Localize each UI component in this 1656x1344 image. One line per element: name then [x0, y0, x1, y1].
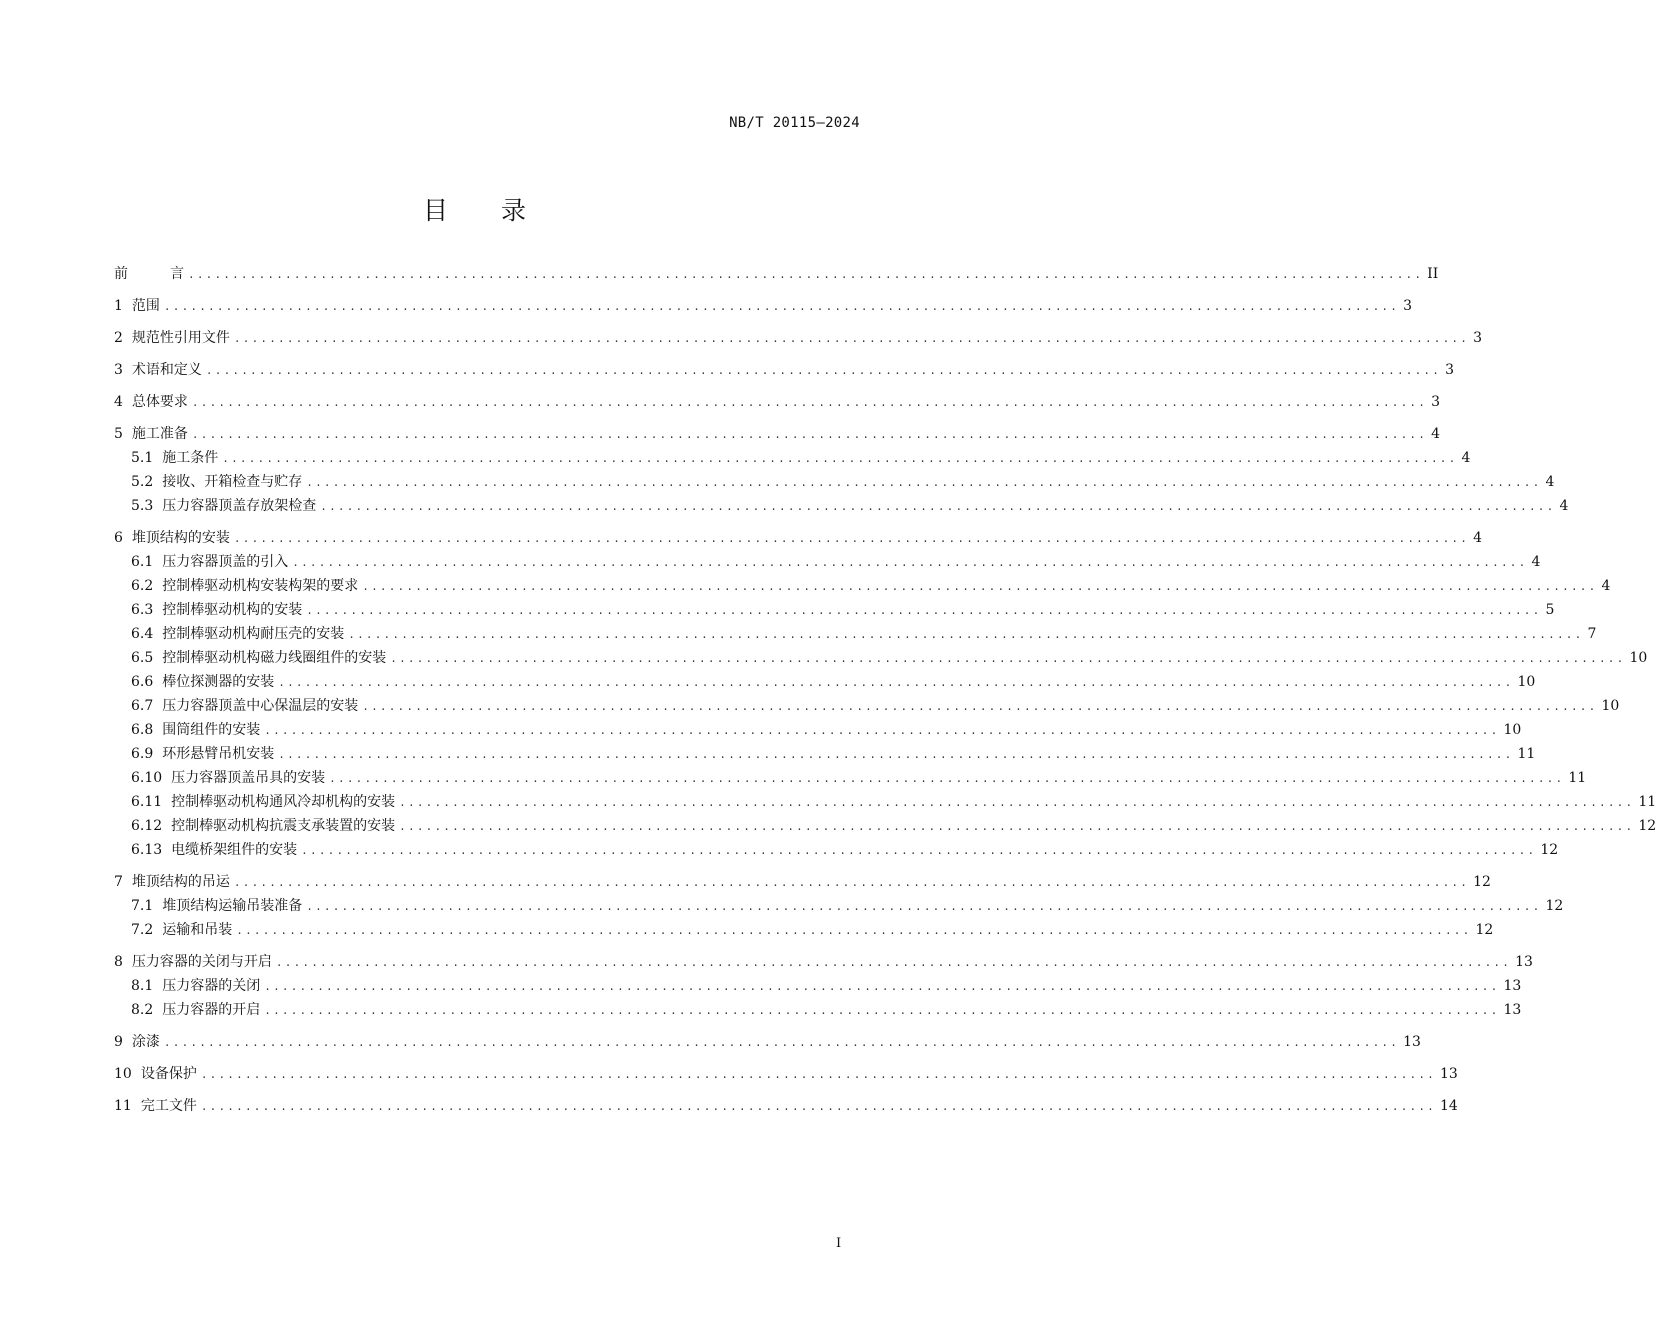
- toc-entry-title: [131, 742, 274, 766]
- toc-spacer: [114, 518, 860, 526]
- dot-leader: ............................................................................................................................................: [362, 700, 1598, 713]
- toc-section-entry[interactable]: [114, 1094, 1458, 1118]
- toc-entry-title: [114, 1030, 160, 1054]
- toc-page-number: 4: [1559, 498, 1569, 514]
- toc-entry-label: 控制棒驱动机构耐压壳的安装: [162, 626, 345, 642]
- toc-section-entry[interactable]: [114, 950, 1533, 974]
- toc-entry-label: 控制棒驱动机构安装构架的要求: [162, 578, 359, 594]
- dot-leader: ............................................................................................................................................: [191, 396, 1428, 409]
- toc-entry-number: 6.6: [131, 674, 154, 690]
- toc-entry-label: 施工条件: [162, 450, 219, 466]
- toc-spacer: [114, 1022, 860, 1030]
- toc-entry-number: 6.9: [131, 746, 154, 762]
- toc-page-number: 3: [1445, 362, 1455, 378]
- toc-section-entry[interactable]: [114, 526, 1483, 550]
- toc-page-number: 12: [1475, 922, 1494, 938]
- dot-leader: ............................................................................................................................................: [399, 796, 1635, 809]
- toc-entry-label: 棒位探测器的安装: [162, 674, 275, 690]
- toc-subsection-entry[interactable]: [114, 670, 1536, 694]
- toc-entry-title: [131, 470, 302, 494]
- toc-entry-title: [114, 358, 202, 382]
- toc-entry-title: [131, 894, 302, 918]
- toc-subsection-entry[interactable]: [114, 814, 1656, 838]
- toc-entry-title: [131, 598, 302, 622]
- toc-subsection-entry[interactable]: [114, 894, 1564, 918]
- toc-page-number: 12: [1540, 842, 1559, 858]
- toc-page-number: 4: [1531, 554, 1541, 570]
- toc-entry-label: 术语和定义: [131, 362, 202, 378]
- page-folio: I: [836, 1236, 842, 1251]
- toc-entry-number: 6.3: [131, 602, 154, 618]
- toc-entry-label: 接收、开箱检查与贮存: [162, 474, 303, 490]
- toc-page-number: 12: [1638, 818, 1656, 834]
- toc-spacer: [114, 414, 860, 422]
- toc-page-number: 4: [1545, 474, 1555, 490]
- dot-leader: ............................................................................................................................................: [200, 1100, 1436, 1113]
- toc-page-number: 10: [1601, 698, 1620, 714]
- dot-leader: ............................................................................................................................................: [292, 556, 1528, 569]
- toc-entry-number: 4: [114, 394, 123, 410]
- toc-entry-title: [131, 446, 218, 470]
- toc-entry-title: [131, 550, 288, 574]
- toc-entry-number: 6.13: [131, 842, 163, 858]
- toc-spacer: [114, 350, 860, 358]
- toc-entry-label: 前 言: [114, 266, 184, 282]
- toc-entry-label: 压力容器顶盖中心保温层的安装: [162, 698, 359, 714]
- toc-entry-number: 5.1: [131, 450, 154, 466]
- dot-leader: ............................................................................................................................................: [264, 1004, 1500, 1017]
- toc-entry-number: 5: [114, 426, 123, 442]
- toc-subsection-entry[interactable]: [114, 494, 1569, 518]
- toc-spacer: [114, 286, 860, 294]
- toc-section-entry[interactable]: [114, 390, 1441, 414]
- toc-section-entry[interactable]: [114, 1062, 1458, 1086]
- toc-page-number: 13: [1403, 1034, 1421, 1050]
- page-title: [0, 191, 950, 227]
- dot-leader: ............................................................................................................................................: [348, 628, 1584, 641]
- toc-spacer: [114, 1086, 860, 1094]
- toc-section-entry[interactable]: [114, 262, 1439, 286]
- toc-entry-number: 5.3: [131, 498, 154, 514]
- toc-page-number: 12: [1473, 874, 1491, 890]
- toc-entry-label: 压力容器的开启: [162, 1002, 261, 1018]
- toc-entry-label: 总体要求: [131, 394, 188, 410]
- toc-entry-title: [131, 646, 386, 670]
- dot-leader: ............................................................................................................................................: [278, 748, 1514, 761]
- title-char-2: 录: [501, 196, 528, 225]
- dot-leader: ............................................................................................................................................: [306, 900, 1542, 913]
- toc-page-number: II: [1427, 266, 1439, 282]
- toc-entry-title: [114, 390, 188, 414]
- toc-subsection-entry[interactable]: [114, 790, 1656, 814]
- toc-spacer: [114, 862, 860, 870]
- dot-leader: ............................................................................................................................................: [320, 500, 1556, 513]
- toc-page-number: 4: [1601, 578, 1611, 594]
- toc-subsection-entry[interactable]: [114, 838, 1559, 862]
- toc-subsection-entry[interactable]: [114, 718, 1522, 742]
- toc-entry-number: 10: [114, 1066, 132, 1082]
- dot-leader: ............................................................................................................................................: [200, 1068, 1436, 1081]
- dot-leader: ............................................................................................................................................: [329, 772, 1565, 785]
- toc-page-number: 13: [1515, 954, 1533, 970]
- toc-subsection-entry[interactable]: [114, 646, 1648, 670]
- toc-spacer: [114, 1054, 860, 1062]
- toc-entry-title: [114, 422, 188, 446]
- toc-page-number: 10: [1503, 722, 1522, 738]
- toc-subsection-entry[interactable]: [114, 598, 1555, 622]
- standard-code: NB/T 20115—2024: [729, 115, 860, 131]
- dot-leader: ............................................................................................................................................: [188, 268, 1424, 281]
- toc-entry-title: [131, 622, 344, 646]
- toc-entry-title: [131, 670, 274, 694]
- toc-entry-number: 1: [114, 298, 123, 314]
- dot-leader: ............................................................................................................................................: [191, 428, 1428, 441]
- toc-page-number: 14: [1440, 1098, 1458, 1114]
- dot-leader: ............................................................................................................................................: [205, 364, 1442, 377]
- toc-subsection-entry[interactable]: [114, 998, 1522, 1022]
- dot-leader: ............................................................................................................................................: [275, 956, 1512, 969]
- toc-entry-number: 11: [114, 1098, 132, 1114]
- toc-entry-number: 8: [114, 954, 123, 970]
- toc-entry-number: 6.4: [131, 626, 154, 642]
- toc-entry-title: [114, 870, 230, 894]
- toc-page-number: 12: [1545, 898, 1564, 914]
- dot-leader: ............................................................................................................................................: [163, 1036, 1400, 1049]
- toc-entry-label: 围筒组件的安装: [162, 722, 261, 738]
- toc-entry-label: 堆顶结构的安装: [131, 530, 230, 546]
- toc-entry-number: 5.2: [131, 474, 154, 490]
- toc-subsection-entry[interactable]: [114, 694, 1620, 718]
- toc-page-number: 3: [1473, 330, 1483, 346]
- toc-spacer: [114, 942, 860, 950]
- toc-entry-label: 控制棒驱动机构磁力线圈组件的安装: [162, 650, 387, 666]
- toc-section-entry[interactable]: [114, 1030, 1421, 1054]
- toc-page-number: 4: [1473, 530, 1483, 546]
- toc-entry-title: [131, 718, 260, 742]
- toc-page-number: 4: [1431, 426, 1441, 442]
- toc-page-number: 3: [1431, 394, 1441, 410]
- toc-page-number: 11: [1638, 794, 1656, 810]
- dot-leader: ............................................................................................................................................: [278, 676, 1514, 689]
- toc-entry-label: 压力容器顶盖的引入: [162, 554, 289, 570]
- toc-page-number: 11: [1517, 746, 1536, 762]
- toc-entry-label: 堆顶结构运输吊装准备: [162, 898, 303, 914]
- toc-entry-title: [114, 1094, 197, 1118]
- dot-leader: ............................................................................................................................................: [233, 876, 1470, 889]
- toc-entry-title: [114, 262, 184, 286]
- toc-entry-label: 运输和吊装: [162, 922, 233, 938]
- toc-entry-label: 压力容器顶盖存放架检查: [162, 498, 317, 514]
- toc-entry-label: 设备保护: [140, 1066, 197, 1082]
- toc-entry-title: [131, 766, 325, 790]
- toc-entry-title: [131, 918, 232, 942]
- toc-entry-label: 环形悬臂吊机安装: [162, 746, 275, 762]
- dot-leader: ............................................................................................................................................: [306, 604, 1542, 617]
- toc-subsection-entry[interactable]: [114, 622, 1597, 646]
- toc-entry-title: [131, 494, 316, 518]
- toc-entry-number: 3: [114, 362, 123, 378]
- toc-page-number: 4: [1461, 450, 1471, 466]
- toc-entry-label: 规范性引用文件: [131, 330, 230, 346]
- toc-entry-number: 9: [114, 1034, 123, 1050]
- dot-leader: ............................................................................................................................................: [236, 924, 1472, 937]
- toc-entry-label: 堆顶结构的吊运: [131, 874, 230, 890]
- toc-entry-number: 6.5: [131, 650, 154, 666]
- toc-entry-label: 控制棒驱动机构的安装: [162, 602, 303, 618]
- toc-page-number: 3: [1403, 298, 1413, 314]
- toc-entry-title: [114, 950, 272, 974]
- toc-spacer: [114, 318, 860, 326]
- toc-entry-title: [114, 1062, 197, 1086]
- toc-entry-label: 压力容器的关闭: [162, 978, 261, 994]
- toc-subsection-entry[interactable]: [114, 974, 1522, 998]
- toc-page-number: 7: [1587, 626, 1597, 642]
- toc-entry-number: 6.2: [131, 578, 154, 594]
- toc-entry-label: 电缆桥架组件的安装: [171, 842, 298, 858]
- toc-entry-label: 压力容器的关闭与开启: [131, 954, 272, 970]
- toc-page-number: 13: [1503, 978, 1522, 994]
- toc-page-number: 10: [1517, 674, 1536, 690]
- toc-entry-label: 施工准备: [131, 426, 188, 442]
- toc-subsection-entry[interactable]: [114, 918, 1494, 942]
- dot-leader: ............................................................................................................................................: [399, 820, 1635, 833]
- toc-entry-label: 控制棒驱动机构抗震支承装置的安装: [171, 818, 396, 834]
- toc-entry-title: [114, 294, 160, 318]
- dot-leader: ............................................................................................................................................: [233, 332, 1470, 345]
- table-of-contents: [114, 262, 1656, 1118]
- toc-subsection-entry[interactable]: [114, 550, 1541, 574]
- toc-subsection-entry[interactable]: [114, 470, 1555, 494]
- toc-entry-number: 6.11: [131, 794, 163, 810]
- toc-entry-label: 涂漆: [131, 1034, 160, 1050]
- dot-leader: ............................................................................................................................................: [301, 844, 1537, 857]
- toc-section-entry[interactable]: [114, 294, 1413, 318]
- toc-entry-label: 控制棒驱动机构通风冷却机构的安装: [171, 794, 396, 810]
- toc-entry-title: [114, 526, 230, 550]
- toc-entry-title: [131, 790, 395, 814]
- toc-entry-number: 6.1: [131, 554, 154, 570]
- toc-entry-number: 7.1: [131, 898, 154, 914]
- dot-leader: ............................................................................................................................................: [264, 724, 1500, 737]
- toc-entry-number: 6.7: [131, 698, 154, 714]
- dot-leader: ............................................................................................................................................: [163, 300, 1400, 313]
- dot-leader: ............................................................................................................................................: [264, 980, 1500, 993]
- toc-entry-label: 完工文件: [140, 1098, 197, 1114]
- toc-entry-title: [131, 814, 395, 838]
- dot-leader: ............................................................................................................................................: [362, 580, 1598, 593]
- toc-subsection-entry[interactable]: [114, 574, 1611, 598]
- toc-entry-title: [131, 974, 260, 998]
- toc-page-number: 13: [1503, 1002, 1522, 1018]
- toc-section-entry[interactable]: [114, 870, 1491, 894]
- toc-spacer: [114, 382, 860, 390]
- toc-entry-number: 6.8: [131, 722, 154, 738]
- toc-page-number: 11: [1568, 770, 1587, 786]
- dot-leader: ............................................................................................................................................: [390, 652, 1626, 665]
- toc-entry-number: 8.2: [131, 1002, 154, 1018]
- toc-entry-label: 压力容器顶盖吊具的安装: [171, 770, 326, 786]
- toc-subsection-entry[interactable]: [114, 446, 1471, 470]
- toc-entry-title: [131, 838, 297, 862]
- dot-leader: ............................................................................................................................................: [233, 532, 1470, 545]
- toc-entry-number: 8.1: [131, 978, 154, 994]
- toc-entry-title: [131, 574, 358, 598]
- toc-entry-number: 6: [114, 530, 123, 546]
- toc-entry-number: 2: [114, 330, 123, 346]
- toc-entry-number: 7.2: [131, 922, 154, 938]
- toc-subsection-entry[interactable]: [114, 766, 1587, 790]
- toc-entry-number: 7: [114, 874, 123, 890]
- toc-entry-title: [114, 326, 230, 350]
- toc-entry-number: 6.12: [131, 818, 163, 834]
- toc-section-entry[interactable]: [114, 326, 1483, 350]
- toc-entry-title: [131, 998, 260, 1022]
- toc-entry-label: 范围: [131, 298, 160, 314]
- toc-page-number: 13: [1440, 1066, 1458, 1082]
- toc-section-entry[interactable]: [114, 422, 1441, 446]
- toc-entry-number: 6.10: [131, 770, 163, 786]
- toc-page-number: 10: [1629, 650, 1648, 666]
- toc-subsection-entry[interactable]: [114, 742, 1536, 766]
- toc-entry-title: [131, 694, 358, 718]
- dot-leader: ............................................................................................................................................: [222, 452, 1458, 465]
- dot-leader: ............................................................................................................................................: [306, 476, 1542, 489]
- title-char-1: 目: [422, 196, 449, 225]
- toc-page-number: 5: [1545, 602, 1555, 618]
- toc-section-entry[interactable]: [114, 358, 1455, 382]
